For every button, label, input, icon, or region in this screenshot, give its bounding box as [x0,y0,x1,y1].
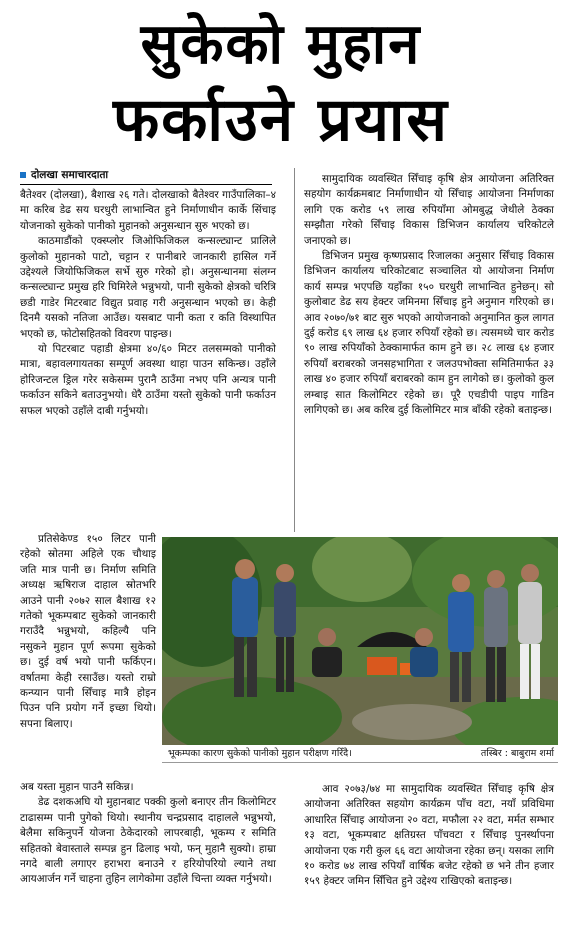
paragraph: यो पिटरबाट पहाडी क्षेत्रमा ४०/६० मिटर तलसम्मको पानीको मात्रा, बहावलगायतका सम्पूर्ण अवस्था थाहा पाउन सकिन्छ। उहाँले होरिजन्टल ड्रिल गरेर सकेसम्म पुरानै ठाउँमा नभए पनि अन्यत्र पानी फर्काउन सकिने बताउनुभयो। धेरै ठाउँमा यस्तो सुकेको पानी फर्काउन सफल भएको उहाँले दाबी गर्नुभयो। [20,343,276,417]
paragraph: अब यस्ता मुहान पाउनै सकिन्न। [20,781,134,793]
headline-line-2: फर्काउने प्रयास [113,85,449,155]
byline [20,168,272,185]
paragraph: डिभिजन प्रमुख कृष्णप्रसाद रिजालका अनुसार सिँचाइ विकास डिभिजन कार्यालय चरिकोटबाट सञ्चालित यो आयोजना निर्माण कार्य सम्पन्न भएपछि यहाँका १५० घरधुरी लाभान्वित हुनेछन्। सो कुलोबाट डेढ सय हेक्टर जमिनमा सिँचाइ हुने अनुमान गरिएको छ। आव २०७०/७१ बाट सुरु भएको आयोजनाको अनुमानित कुल लागत दुई करोड ६९ लाख ६४ हजार रुपियाँ रहेको छ। त्यसमध्ये चार करोड ९० लाख रुपियाँको ठेक्कामार्फत काम हुने छ। २८ लाख ६४ हजार रुपियाँ बराबरको जनसहभागिता र जलउपभोक्ता समितिमार्फत ३३ लाख ४० हजार रुपियाँ बराबरको काम हुन लागेको छ। कुलोको कुल लम्बाइ सात किलोमिटर रहेको छ। पूरै एचडीपी पाइप गाडिन लागिएको छ। अब करिब दुई किलोमिटर मात्र बाँकी रहेको बताइन्छ। [304,250,554,417]
byline-square-icon [20,172,26,178]
photo-caption-bar [162,746,558,763]
paragraph: आव २०७३/७४ मा सामुदायिक व्यवस्थित सिँचाइ कृषि क्षेत्र आयोजना अतिरिक्त सहयोग कार्यक्रम पाँच वटा, नयाँ प्रविधिमा आधारित सिँचाइ आयोजना २० वटा, मफौला २२ वटा, मर्मत सम्भार १३ वटा, भूकम्पबाट क्षतिग्रस्त पाँचवटा र सिँचाइ पुनर्स्थापना आयोजना एक गरी कुल ६६ वटा आयोजना रहेका छन्। यसका लागि १० करोड ७४ लाख रुपियाँ वार्षिक बजेट रहेको छ भने तीन हजार १५९ हेक्टर जमिन सिँचित हुने उद्देश्य राखिएको बताइन्छ। [304,783,554,888]
headline-line-1: सुकेको मुहान [140,12,422,77]
paragraph: प्रतिसेकेण्ड १५० लिटर पानी रहेको स्रोतमा अहिले एक चौथाइ जति मात्र पानी छ। निर्माण समिति अध्यक्ष ऋषिराज दाहाल स्रोतभरि आउने पानी २०७२ साल बैशाख १२ गतेको भूकम्पबाट सुकेको जानकारी गराउँदै भन्नुभयो, कहिल्यै पनि नसुकने मुहान पूर्ण रूपमा सुकेको छ। दुई वर्ष भयो पानी फर्किएन। वर्षातमा केही रसाउँछ। यस्तो राम्रो कन्प्यान पानी सिँचाइ मात्रै होइन पिउन पनि प्रयोग गर्ने इच्छा थियो। सपना बिलाए। [20,533,156,730]
left-column-bottom [20,780,276,888]
column-divider [294,168,295,532]
photo-credit: तस्बिर : बाबुराम शर्मा [480,748,554,759]
news-photo [162,537,558,745]
right-column-top [304,172,554,419]
byline-text: दोलखा समाचारदाता [31,169,109,181]
left-column-narrow [20,532,156,732]
news-photo-image [162,537,558,745]
photo-caption: भूकम्पका कारण सुकेको पानीको मुहान परीक्षण गरिँदै। [168,748,352,759]
paragraph: डेढ दशकअघि यो मुहानबाट पक्की कुलो बनाएर तीन किलोमिटर टाढासम्म पानी पुगेको थियो। स्थानीय चन्द्रप्रसाद दाहालले भन्नुभयो, बेलैमा सकिनुपर्ने योजना ठेकेदारको लापरबाही, भूकम्प र समिति सहितको बेवास्ताले सम्पन्न हुन ढिलाइ भयो, फन् मुहानै सुक्यो। हाम्रा नगदे बाली लगाएर हराभरा बनाउने र हरियोपरियो ल्याने तथा आयआर्जन गर्ने चाहना तुहिन लागेकोमा उहाँले चिन्ता व्यक्त गर्नुभयो। [20,796,276,886]
paragraph: बैतेश्वर (दोलखा), बैशाख २६ गते। दोलखाको बैतेश्वर गाउँपालिका–४ मा करिब डेढ सय घरधुरी लाभान्वित हुने निर्माणाधीन कार्के सिंचाइ योजनाको सुकेको पानीको मुहानको अनुसन्धान सुरु भएको छ। [20,189,276,232]
paragraph: सामुदायिक व्यवस्थित सिँचाइ कृषि क्षेत्र आयोजना अतिरिक्त सहयोग कार्यक्रमबाट निर्माणाधीन यो सिँचाइ आयोजना निर्माणका लागि एक करोड ५९ लाख रुपियाँमा ओमबुद्ध जेथीले ठेक्का सम्झौता गरेको सिँचाइ विकास डिभिजन कार्यालय चरिकोटले जनाएको छ। [304,173,554,247]
paragraph: काठमाडौंको एक्स्प्लोर जिओफिजिकल कन्सल्ट्यान्ट प्रालिले कुलोको मुहानको पाटो, चट्टान र पानीबारे जानकारी हासिल गर्ने उद्देश्यले जियोफिजिकल सर्भे सुरु गरेको हो। अनुसन्धानमा संलग्न कन्सल्ट्यान्ट प्रमुख हरि घिमिरेले भन्नुभयो, पानी सुकेको क्षेत्रको चरित्रि छडी गाडेर मिटरबाट विद्युत प्रवाह गरी अनुसन्धान भएको छ। केही दिनमै यसको नतिजा आउँछ। यसबाट पानी कता र कति विस्थापित भएको छ, फोटोसहितको विवरण पाइन्छ। [20,235,276,340]
left-column-top [20,188,276,419]
right-column-bottom [304,782,554,890]
